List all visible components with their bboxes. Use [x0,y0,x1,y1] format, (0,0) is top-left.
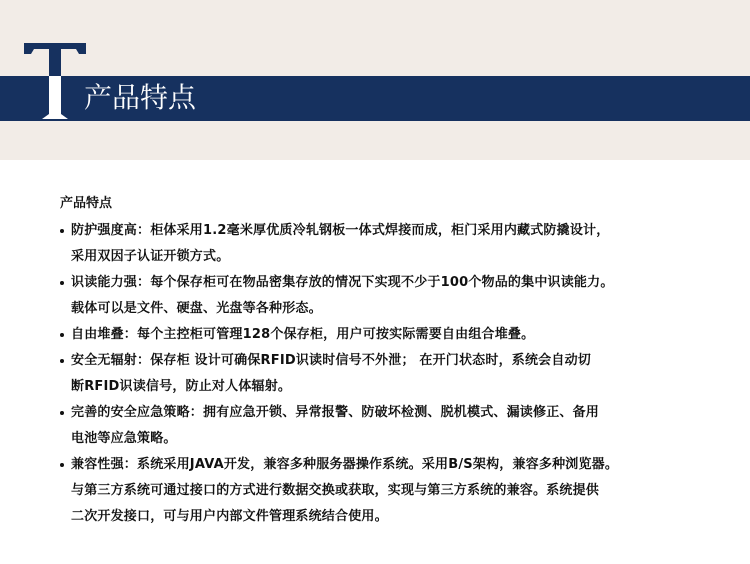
feature-list [60,218,700,530]
feature-line: 与第三方系统可通过接口的方式进行数据交换或获取，实现与第三方系统的兼容。系统提供 [71,483,600,498]
feature-line: 完善的安全应急策略：拥有应急开锁、异常报警、防破坏检测、脱机模式、漏读修正、备用 [71,405,600,420]
feature-item [60,322,700,348]
bullet-dot-icon [60,229,64,233]
feature-line: 载体可以是文件、硬盘、光盘等各种形态。 [71,301,322,316]
feature-line: 识读能力强：每个保存柜可在物品密集存放的情况下实现不少于100个物品的集中识读能力。 [71,275,614,290]
bullet-dot-icon [60,411,64,415]
bullet-dot-icon [60,463,64,467]
content-title: 产品特点 [60,196,113,211]
feature-line: 兼容性强：系统采用JAVA开发，兼容多种服务器操作系统。采用B/S架构，兼容多种浏览器。 [71,457,619,472]
feature-line: 自由堆叠：每个主控柜可管理128个保存柜，用户可按实际需要自由组合堆叠。 [71,327,535,342]
feature-line: 电池等应急策略。 [71,431,177,446]
feature-line: 采用双因子认证开锁方式。 [71,249,230,264]
t-letter-icon [22,41,88,121]
feature-line: 防护强度高：柜体采用1.2毫米厚优质冷轧钢板一体式焊接而成，柜门采用内藏式防撬设计， [71,223,610,238]
feature-item [60,400,700,452]
section-title: 产品特点 [84,81,197,114]
feature-item [60,270,700,322]
feature-line: 二次开发接口，可与用户内部文件管理系统结合使用。 [71,509,388,524]
feature-item [60,348,700,400]
bullet-dot-icon [60,333,64,337]
feature-line: 断RFID识读信号，防止对人体辐射。 [71,379,292,394]
feature-item [60,218,700,270]
feature-item [60,452,700,530]
bullet-dot-icon [60,359,64,363]
bullet-dot-icon [60,281,64,285]
product-features-content [60,196,700,530]
feature-line: 安全无辐射：保存柜 设计可确保RFID识读时信号不外泄； 在开门状态时，系统会自动切 [71,353,591,368]
